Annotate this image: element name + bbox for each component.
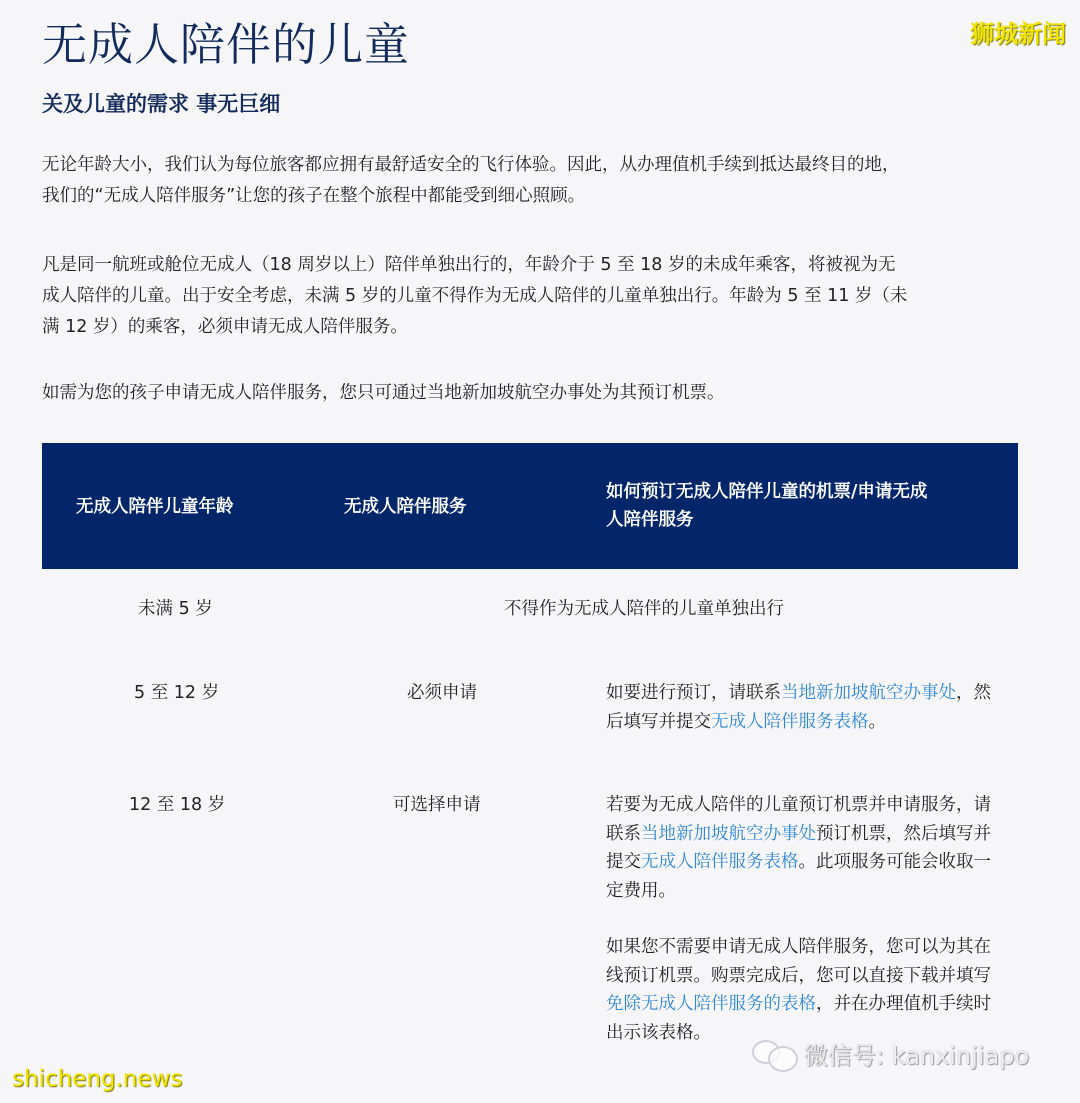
column-header-how-line1: 如何预订无成人陪伴儿童的机票/申请无成 [606,482,928,502]
cell-age: 12 至 18 岁 [129,795,226,815]
table-header [42,443,1018,569]
column-header-how-to-book [606,478,986,534]
page-subtitle: 关及儿童的需求 事无巨细 [42,92,281,116]
intro-p1-line2: 我们的“无成人陪伴服务”让您的孩子在整个旅程中都能受到细心照顾。 [42,186,586,206]
cell-merged-note: 不得作为无成人陪伴的儿童单独出行 [504,599,784,619]
how-text: 如要进行预订，请联系 [606,683,781,703]
cell-service: 可选择申请 [393,795,481,815]
how-text: 若要为无成人陪伴的儿童预订机票并申请服务，请联系 [606,795,991,844]
how-text: 如果您不需要申请无成人陪伴服务，您可以为其在线预订机票。购票完成后，您可以直接下载并填写 [606,937,991,986]
intro-p2-line1: 凡是同一航班或舱位无成人（18 周岁以上）陪伴单独出行的，年龄介于 5 至 18 岁的未成年乘客，将被视为无 [42,255,896,275]
cell-service: 必须申请 [407,683,477,703]
table-row-5-to-12 [42,679,1018,791]
cell-age: 未满 5 岁 [138,599,213,619]
how-text: ，并在办理值机手续时出示该表格。 [606,994,991,1043]
intro-p2-line2: 成人陪伴的儿童。出于安全考虑，未满 5 岁的儿童不得作为无成人陪伴的儿童单独出行。年龄为 5 至 11 岁（未 [42,286,908,306]
how-text: 。 [868,711,886,732]
watermark-wechat [752,1036,1029,1071]
column-header-how-line2: 人陪伴服务 [606,510,694,530]
unaccompanied-minor-table [42,443,1018,1091]
column-header-age: 无成人陪伴儿童年龄 [76,497,234,517]
um-service-form-link[interactable]: 无成人陪伴服务表格 [641,852,799,872]
watermark-wechat-text: 微信号: kanxinjiapo [804,1042,1030,1070]
watermark-shicheng-logo: 狮城新闻 [970,20,1066,48]
how-text: ，然后填写并提交 [606,683,991,732]
intro-paragraph-2 [42,250,1002,343]
cell-age: 5 至 12 岁 [134,683,220,703]
local-office-link[interactable]: 当地新加坡航空办事处 [781,683,956,703]
page-title: 无成人陪伴的儿童 [42,18,411,71]
column-header-service: 无成人陪伴服务 [344,497,467,517]
how-text: 预订机票，然后填写并提交 [606,823,991,872]
local-office-link[interactable]: 当地新加坡航空办事处 [641,823,816,844]
intro-p1-line1: 无论年龄大小，我们认为每位旅客都应拥有最舒适安全的飞行体验。因此，从办理值机手续到抵达最终目的地， [42,155,900,175]
watermark-site-url: shicheng.news [12,1066,183,1092]
wechat-icon [752,1038,798,1070]
intro-paragraph-1 [42,150,1002,212]
table-row-under-5 [42,569,1018,679]
um-service-form-link[interactable]: 无成人陪伴服务表格 [711,711,869,732]
intro-p2-line3: 满 12 岁）的乘客，必须申请无成人陪伴服务。 [42,317,408,337]
cell-how-to-book [606,679,996,736]
intro-paragraph-3: 如需为您的孩子申请无成人陪伴服务，您只可通过当地新加坡航空办事处为其预订机票。 [42,383,725,403]
how-text: 。此项服务可能会收取一定费用。 [606,852,991,901]
cell-how-to-book [606,791,996,1047]
um-waiver-form-link[interactable]: 免除无成人陪伴服务的表格 [606,994,816,1014]
